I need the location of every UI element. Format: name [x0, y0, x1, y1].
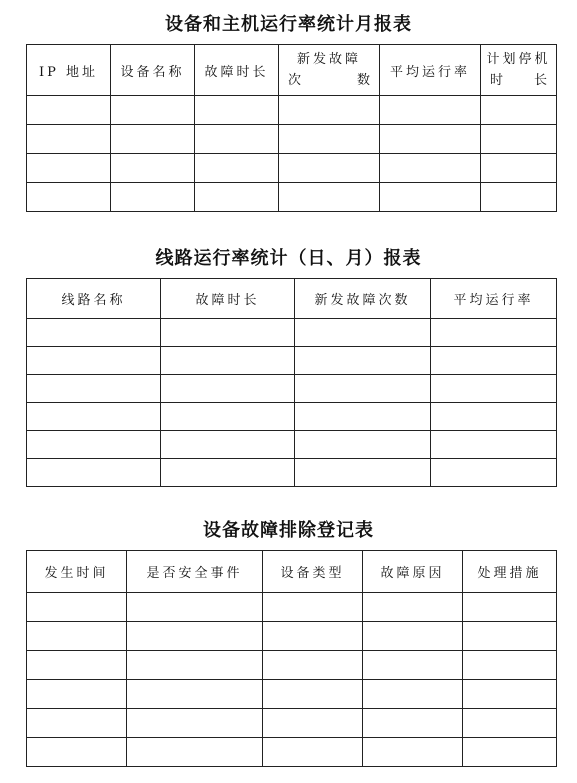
table-cell[interactable] — [27, 96, 111, 125]
table-cell[interactable] — [111, 183, 195, 212]
table-cell[interactable] — [363, 738, 463, 767]
header-is-security-incident: 是否安全事件 — [127, 551, 263, 593]
table-cell[interactable] — [279, 96, 380, 125]
table-cell[interactable] — [295, 375, 431, 403]
table2-title: 线路运行率统计（日、月）报表 — [155, 248, 422, 269]
table2-empty-row — [27, 403, 557, 431]
table3-empty-row — [27, 709, 557, 738]
table3-empty-row — [27, 651, 557, 680]
table-cell[interactable] — [127, 651, 263, 680]
table3-empty-row — [27, 680, 557, 709]
header-new-fault-count-line1: 新发故障 — [296, 52, 361, 67]
table-cell[interactable] — [481, 125, 557, 154]
header-new-fault-count-line2 — [279, 70, 379, 91]
table-cell[interactable] — [27, 431, 161, 459]
table-cell[interactable] — [27, 375, 161, 403]
table-cell[interactable] — [195, 96, 279, 125]
header-fault-cause: 故障原因 — [363, 551, 463, 593]
table2-empty-row — [27, 347, 557, 375]
table-cell[interactable] — [195, 183, 279, 212]
table-cell[interactable] — [463, 593, 557, 622]
equipment-fault-troubleshooting-log-table — [26, 550, 557, 767]
table-cell[interactable] — [279, 125, 380, 154]
table1-empty-row — [27, 125, 557, 154]
header-ip-address: IP 地址 — [27, 45, 111, 96]
header-planned-downtime-line2 — [481, 70, 556, 91]
table-cell[interactable] — [27, 183, 111, 212]
table-cell[interactable] — [161, 431, 295, 459]
table2-empty-row — [27, 459, 557, 487]
table2-empty-row — [27, 319, 557, 347]
table-cell[interactable] — [263, 709, 363, 738]
table-cell[interactable] — [481, 183, 557, 212]
table-cell[interactable] — [111, 154, 195, 183]
table-cell[interactable] — [263, 593, 363, 622]
header-device-name: 设备名称 — [111, 45, 195, 96]
header-new-fault-count-char-a: 次 — [288, 73, 302, 88]
table-cell[interactable] — [463, 680, 557, 709]
table-cell[interactable] — [27, 651, 127, 680]
table-cell[interactable] — [127, 593, 263, 622]
table1-empty-row — [27, 183, 557, 212]
table-cell[interactable] — [279, 183, 380, 212]
table-cell[interactable] — [263, 651, 363, 680]
table-cell[interactable] — [127, 680, 263, 709]
table-cell[interactable] — [363, 709, 463, 738]
header-average-uptime: 平均运行率 — [431, 279, 557, 319]
table-cell[interactable] — [463, 651, 557, 680]
header-new-fault-count-char-b: 数 — [356, 73, 370, 88]
table-cell[interactable] — [127, 709, 263, 738]
table-cell[interactable] — [27, 680, 127, 709]
table2-header-row — [27, 279, 557, 319]
table-cell[interactable] — [195, 154, 279, 183]
table-cell[interactable] — [363, 651, 463, 680]
table-cell[interactable] — [27, 593, 127, 622]
header-occurrence-time: 发生时间 — [27, 551, 127, 593]
header-planned-downtime — [481, 45, 557, 96]
table-cell[interactable] — [27, 709, 127, 738]
header-fault-duration: 故障时长 — [161, 279, 295, 319]
table-cell[interactable] — [380, 125, 481, 154]
table-cell[interactable] — [27, 622, 127, 651]
table-cell[interactable] — [127, 622, 263, 651]
equipment-host-uptime-monthly-table — [26, 44, 557, 212]
table-cell[interactable] — [363, 680, 463, 709]
table3-title: 设备故障排除登记表 — [203, 520, 374, 541]
line-uptime-report-table — [26, 278, 557, 487]
table2-empty-row — [27, 431, 557, 459]
table1-title: 设备和主机运行率统计月报表 — [165, 14, 412, 35]
table-cell[interactable] — [263, 622, 363, 651]
table-cell[interactable] — [27, 125, 111, 154]
header-device-type: 设备类型 — [263, 551, 363, 593]
table2-empty-row — [27, 375, 557, 403]
header-new-fault-count — [279, 45, 380, 96]
table-cell[interactable] — [127, 738, 263, 767]
table3-empty-row — [27, 593, 557, 622]
table-cell[interactable] — [431, 459, 557, 487]
table-cell[interactable] — [161, 459, 295, 487]
table-cell[interactable] — [161, 375, 295, 403]
header-new-fault-count: 新发故障次数 — [295, 279, 431, 319]
table-cell[interactable] — [295, 431, 431, 459]
table3-empty-row — [27, 622, 557, 651]
table-cell[interactable] — [380, 183, 481, 212]
table-cell[interactable] — [481, 96, 557, 125]
table-cell[interactable] — [27, 347, 161, 375]
table-cell[interactable] — [27, 459, 161, 487]
table-cell[interactable] — [27, 403, 161, 431]
table-cell[interactable] — [295, 403, 431, 431]
table-cell[interactable] — [263, 738, 363, 767]
table-cell[interactable] — [481, 154, 557, 183]
header-planned-downtime-char-a: 时 — [490, 73, 504, 88]
table-cell[interactable] — [380, 154, 481, 183]
table-cell[interactable] — [111, 96, 195, 125]
header-average-uptime: 平均运行率 — [380, 45, 481, 96]
table-cell[interactable] — [161, 319, 295, 347]
header-line-name: 线路名称 — [27, 279, 161, 319]
table-cell[interactable] — [111, 125, 195, 154]
header-handling-measures: 处理措施 — [463, 551, 557, 593]
table-cell[interactable] — [431, 431, 557, 459]
table-cell[interactable] — [463, 622, 557, 651]
table-cell[interactable] — [27, 319, 161, 347]
table1-empty-row — [27, 154, 557, 183]
table-cell[interactable] — [295, 347, 431, 375]
table3-header-row — [27, 551, 557, 593]
header-fault-duration: 故障时长 — [195, 45, 279, 96]
table3-empty-row — [27, 738, 557, 767]
table-cell[interactable] — [27, 154, 111, 183]
table-cell[interactable] — [431, 403, 557, 431]
table-cell[interactable] — [363, 622, 463, 651]
table-cell[interactable] — [195, 125, 279, 154]
table-cell[interactable] — [295, 459, 431, 487]
table-cell[interactable] — [263, 680, 363, 709]
table-cell[interactable] — [279, 154, 380, 183]
table-cell[interactable] — [431, 375, 557, 403]
table-cell[interactable] — [463, 709, 557, 738]
table1-empty-row — [27, 96, 557, 125]
table-cell[interactable] — [363, 593, 463, 622]
table-cell[interactable] — [431, 319, 557, 347]
table-cell[interactable] — [380, 96, 481, 125]
table-cell[interactable] — [463, 738, 557, 767]
header-planned-downtime-line1: 计划停机 — [486, 52, 551, 67]
table-cell[interactable] — [431, 347, 557, 375]
table-cell[interactable] — [161, 347, 295, 375]
header-planned-downtime-char-b: 长 — [533, 73, 547, 88]
table-cell[interactable] — [295, 319, 431, 347]
table-cell[interactable] — [27, 738, 127, 767]
table1-header-row — [27, 45, 557, 96]
table-cell[interactable] — [161, 403, 295, 431]
